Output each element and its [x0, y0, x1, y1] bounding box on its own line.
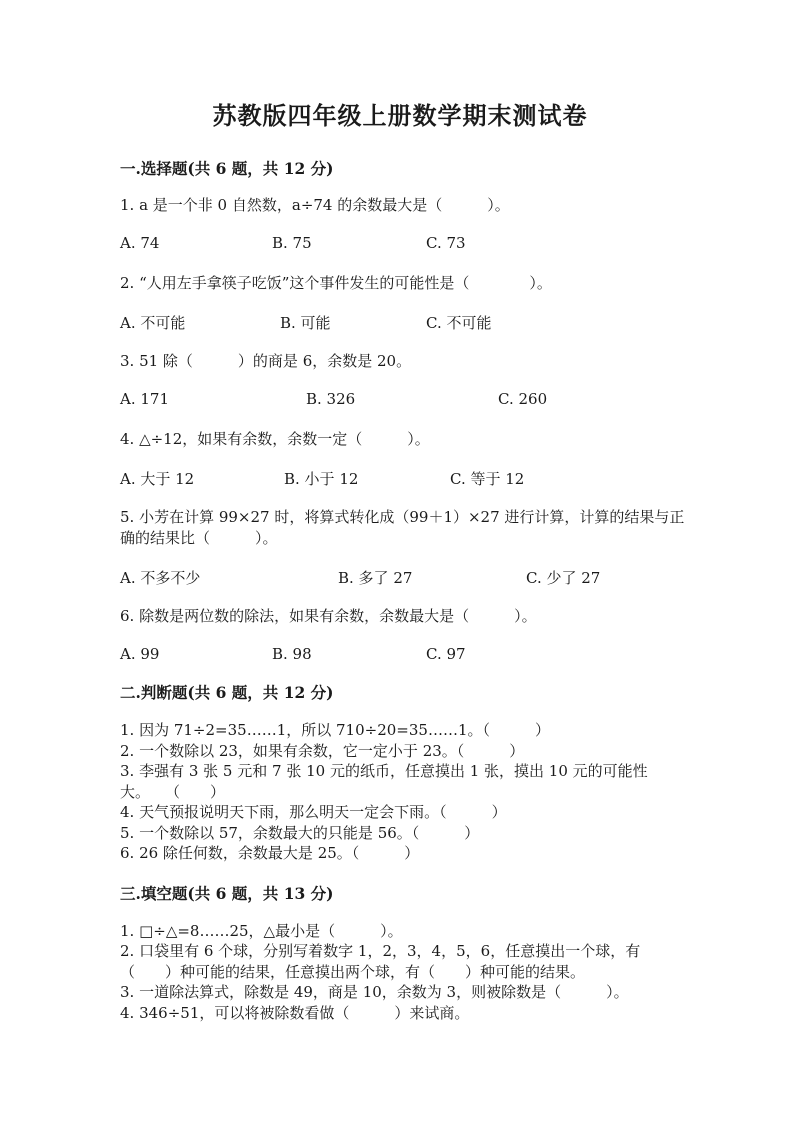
- section-heading: 一.选择题(共 6 题，共 12 分): [120, 159, 334, 178]
- option-b: B. 326: [306, 390, 356, 408]
- question-text: 5. 小芳在计算 99×27 时，将算式转化成（99＋1）×27 进行计算，计算的结果与正确的结果比（ ）。: [120, 508, 685, 547]
- options-row: [120, 468, 800, 488]
- option-b: B. 98: [272, 645, 312, 663]
- option-b: B. 75: [272, 234, 312, 252]
- option-c: C. 不可能: [426, 314, 492, 332]
- choice-section: [120, 159, 800, 665]
- option-a: A. 不可能: [120, 314, 186, 332]
- option-b: B. 可能: [280, 314, 331, 332]
- question-text: 3. 51 除（ ）的商是 6，余数是 20。: [120, 352, 412, 370]
- option-c: C. 260: [498, 390, 548, 408]
- option-a: A. 大于 12: [120, 470, 195, 488]
- fill-section: [120, 884, 800, 1024]
- option-a: A. 不多不少: [120, 569, 201, 587]
- options-row: [120, 312, 800, 332]
- judge-item: 4. 天气预报说明天下雨，那么明天一定会下雨。（ ）: [120, 803, 507, 821]
- option-a: A. 171: [120, 390, 169, 408]
- question-text: 6. 除数是两位数的除法，如果有余数，余数最大是（ ）。: [120, 607, 537, 625]
- fill-item: 3. 一道除法算式，除数是 49，商是 10，余数为 3，则被除数是（ ）。: [120, 983, 629, 1001]
- option-b: B. 多了 27: [338, 569, 413, 587]
- question-text: 2. “人用左手拿筷子吃饭”这个事件发生的可能性是（ ）。: [120, 274, 552, 292]
- fill-item: 1. □÷△=8……25，△最小是（ ）。: [120, 921, 403, 940]
- fill-item: 4. 346÷51，可以将被除数看做（ ）来试商。: [120, 1003, 470, 1022]
- judge-item: 1. 因为 71÷2=35……1，所以 710÷20=35……1。（ ）: [120, 721, 550, 739]
- fill-item: 2. 口袋里有 6 个球，分别写着数字 1，2，3，4，5，6，任意摸出一个球，有（ ）种可能的结果，任意摸出两个球，有（ ）种可能的结果。: [120, 942, 641, 981]
- question-text: 4. △÷12，如果有余数，余数一定（ ）。: [120, 430, 430, 448]
- options-row: [120, 234, 800, 254]
- option-b: B. 小于 12: [284, 470, 359, 488]
- option-a: A. 99: [120, 645, 160, 663]
- option-c: C. 等于 12: [450, 470, 525, 488]
- options-row: [120, 390, 800, 410]
- options-row: [120, 645, 800, 665]
- section-heading: 二.判断题(共 6 题，共 12 分): [120, 683, 334, 702]
- option-c: C. 97: [426, 645, 466, 663]
- options-row: [120, 567, 800, 587]
- page-title: 苏教版四年级上册数学期末测试卷: [212, 101, 588, 130]
- section-heading: 三.填空题(共 6 题，共 13 分): [120, 883, 334, 903]
- judge-item: 2. 一个数除以 23，如果有余数，它一定小于 23。（ ）: [120, 741, 525, 760]
- judge-section: [120, 683, 800, 864]
- option-c: C. 少了 27: [526, 569, 601, 587]
- judge-item: 6. 26 除任何数，余数最大是 25。（ ）: [120, 844, 420, 862]
- judge-item: 5. 一个数除以 57，余数最大的只能是 56。（ ）: [120, 823, 480, 842]
- option-a: A. 74: [120, 234, 160, 252]
- judge-item: 3. 李强有 3 张 5 元和 7 张 10 元的纸币，任意摸出 1 张，摸出 10 元的可能性大。 （ ）: [120, 762, 648, 801]
- question-text: 1. a 是一个非 0 自然数，a÷74 的余数最大是（ ）。: [120, 196, 510, 214]
- option-c: C. 73: [426, 234, 466, 252]
